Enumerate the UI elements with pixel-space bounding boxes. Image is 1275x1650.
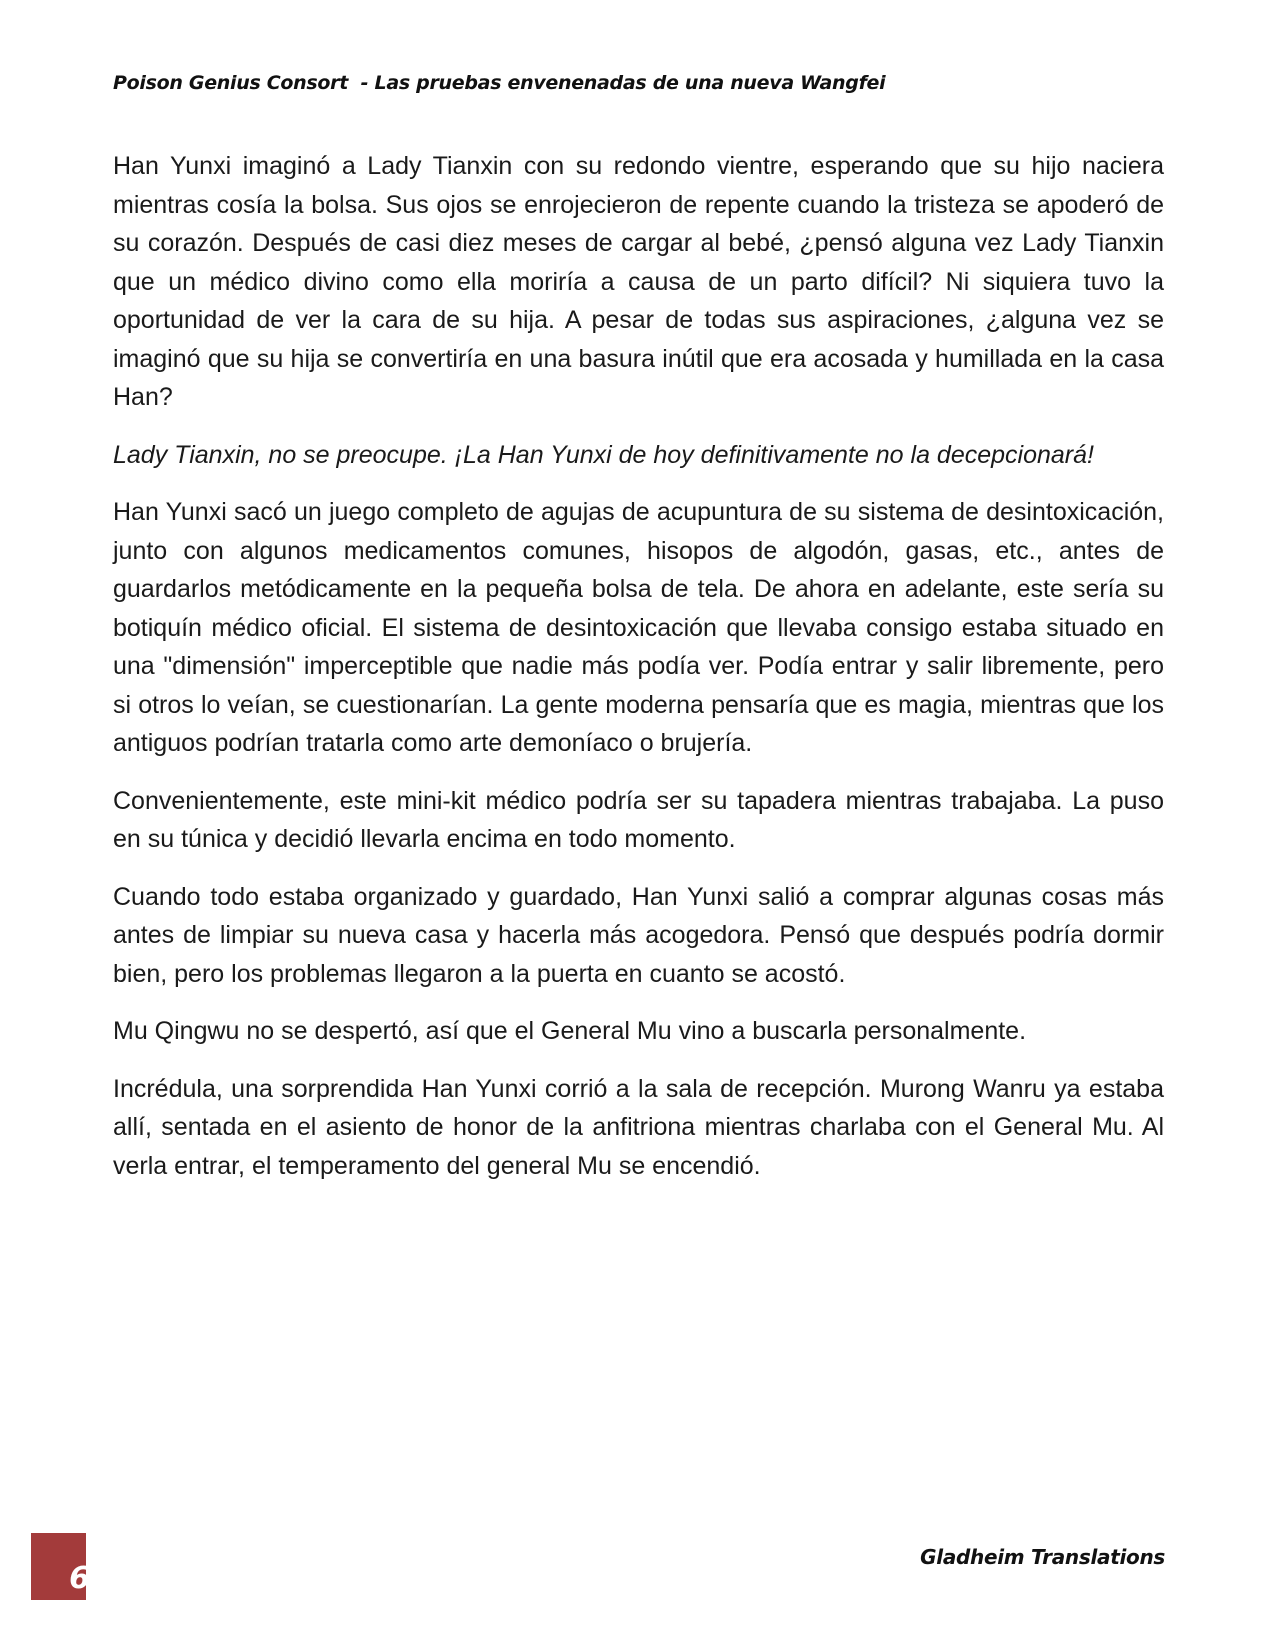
- paragraph-6: Mu Qingwu no se despertó, así que el General Mu vino a buscarla personalmente.: [113, 1017, 1027, 1045]
- paragraph-2-italic: Lady Tianxin, no se preocupe. ¡La Han Yunxi de hoy definitivamente no la decepcionará!: [113, 440, 1094, 469]
- page-number-badge: [31, 1533, 90, 1598]
- paragraph-3: Han Yunxi sacó un juego completo de agujas de acupuntura de su sistema de desintoxicación, junto con algunos medicamentos comunes, hisopos de algodón, gasas, etc., antes de guardarlos metódicamente en la pequeña bolsa de tela. De ahora en adelante, este sería su botiquín médico oficial. El sistema de desintoxicación que llevaba consigo estaba situado en una "dimensión" imperceptible que nadie más podía ver. Podía entrar y salir libremente, pero si otros lo veían, se cuestionarían. La gente moderna pensaría que es magia, mientras que los antiguos podrían tratarla como arte demoníaco o brujería.: [113, 498, 1164, 757]
- page-number-underline: [31, 1598, 86, 1600]
- footer-credit: Gladheim Translations: [920, 1545, 1165, 1569]
- page-number: 6: [69, 1561, 90, 1596]
- body-text: [113, 147, 1164, 1204]
- paragraph-5: Cuando todo estaba organizado y guardado, Han Yunxi salió a comprar algunas cosas más antes de limpiar su nueva casa y hacerla más acogedora. Pensó que después podría dormir bien, pero los problemas llegaron a la puerta en cuanto se acostó.: [113, 882, 1164, 988]
- paragraph-4: Convenientemente, este mini-kit médico podría ser su tapadera mientras trabajaba. La puso en su túnica y decidió llevarla encima en todo momento.: [113, 786, 1164, 853]
- running-header: Poison Genius Consort - Las pruebas envenenadas de una nueva Wangfei: [113, 72, 886, 94]
- paragraph-1: Han Yunxi imaginó a Lady Tianxin con su redondo vientre, esperando que su hijo naciera mientras cosía la bolsa. Sus ojos se enrojecieron de repente cuando la tristeza se apoderó de su corazón. Después de casi diez meses de cargar al bebé, ¿pensó alguna vez Lady Tianxin que un médico divino como ella moriría a causa de un parto difícil? Ni siquiera tuvo la oportunidad de ver la cara de su hija. A pesar de todas sus aspiraciones, ¿alguna vez se imaginó que su hija se convertiría en una basura inútil que era acosada y humillada en la casa Han?: [113, 152, 1164, 411]
- paragraph-7: Incrédula, una sorprendida Han Yunxi corrió a la sala de recepción. Murong Wanru ya estaba allí, sentada en el asiento de honor de la anfitriona mientras charlaba con el General Mu. Al verla entrar, el temperamento del general Mu se encendió.: [113, 1074, 1164, 1180]
